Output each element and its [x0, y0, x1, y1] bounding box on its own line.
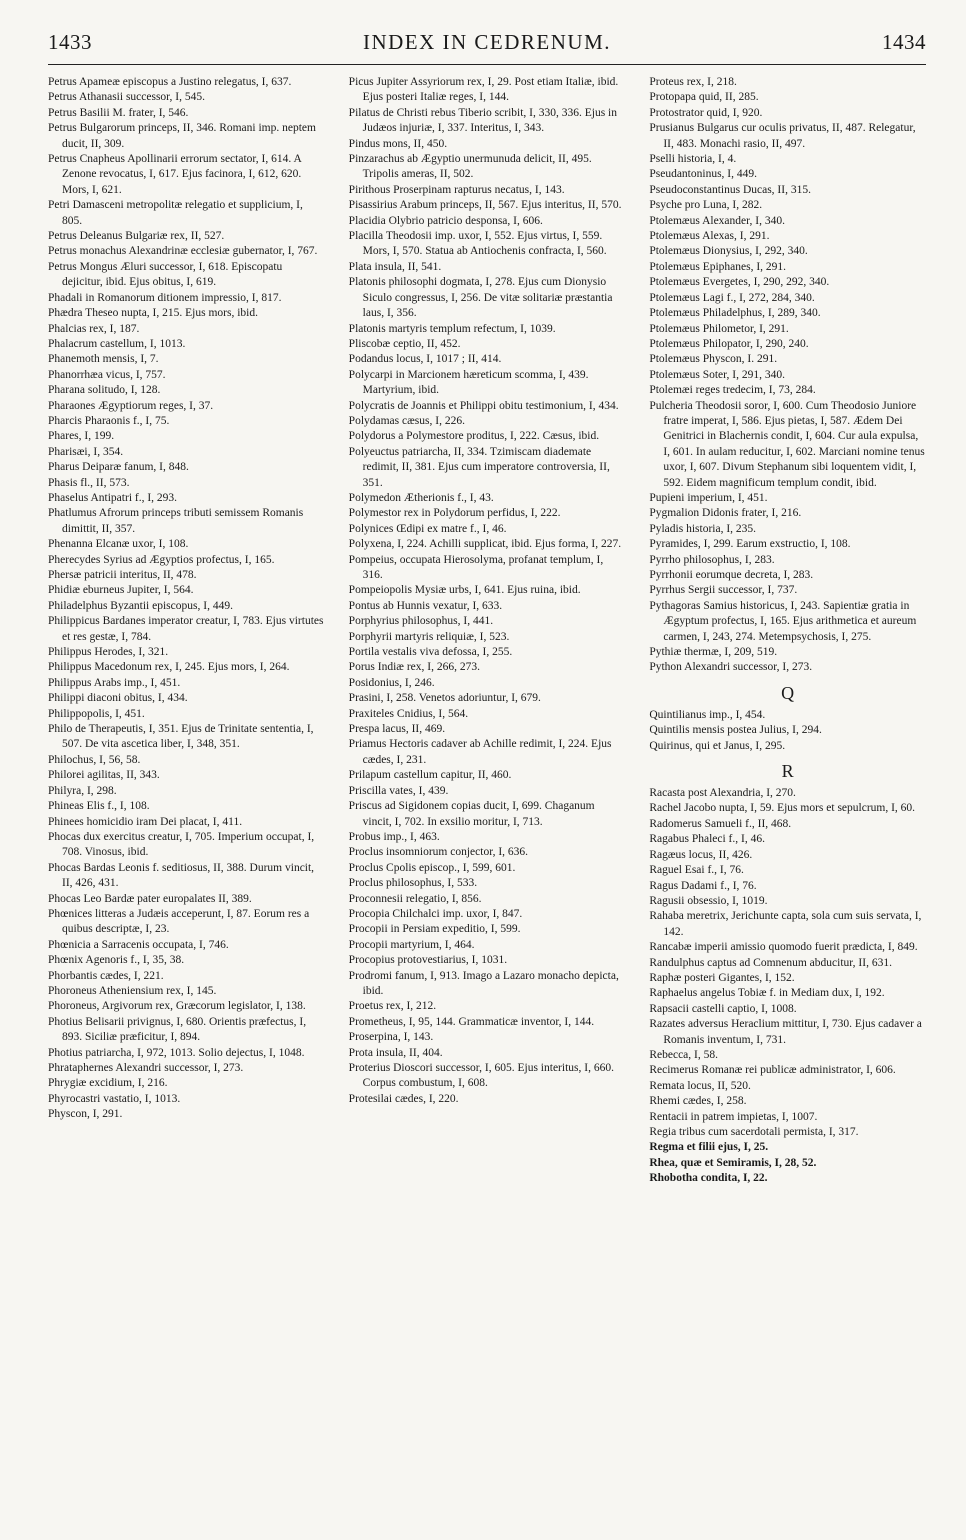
index-entry: Pherecydes Syrius ad Ægyptios profectus, I, 165.	[48, 553, 275, 566]
index-entry: Probus imp., I, 463.	[348, 830, 440, 843]
index-entry: Pyrrhonii eorumque decreta, I, 283.	[649, 569, 814, 581]
index-entry: Phoroneus Atheniensium rex, I, 145.	[48, 984, 217, 997]
index-entry: Plata insula, II, 541.	[348, 260, 442, 273]
index-entry: Pyrrhus Sergii successor, I, 737.	[649, 584, 798, 597]
index-entry: Pilatus de Christi rebus Tiberio scribit, I, 330, 336. Ejus in Judæos injuriæ, I, 337. Interitus, I, 343.	[348, 106, 618, 135]
index-entry: Phocas dux exercitus creatur, I, 705. Imperium occupat, I, 708. Vinosus, ibid.	[48, 830, 315, 859]
index-entry: Ptolemæus Philometor, I, 291.	[649, 322, 789, 335]
index-entry: Protostrator quid, I, 920.	[649, 106, 763, 119]
index-entry: Phaselus Antipatri f., I, 293.	[48, 491, 178, 504]
index-entry: Petri Damasceni metropolitæ relegatio et supplicium, I, 805.	[48, 199, 303, 227]
index-entry: Philadelphus Byzantii episcopus, I, 449.	[48, 599, 233, 612]
index-entry: Psyche pro Luna, I, 282.	[649, 199, 763, 212]
index-entry: Quintilis mensis postea Julius, I, 294.	[649, 724, 822, 737]
index-entry: Petrus Apameæ episcopus a Justino relegatus, I, 637.	[48, 76, 292, 88]
index-entry: Pythagoras Samius historicus, I, 243. Sapientiæ gratia in Ægyptum profectus, I, 165. Ejus arithmetica et aureum carmen, I, 243, 274. Metempsychosis, I, 275.	[649, 599, 917, 643]
index-entry: Petrus Mongus Æluri successor, I, 618. Episcopatu dejicitur, ibid. Ejus obitus, I, 619.	[48, 260, 283, 289]
index-entry: Procopius protovestiarius, I, 1031.	[348, 954, 508, 967]
index-entry: Proclus insomniorum conjector, I, 636.	[348, 846, 529, 859]
index-entry: Pirithous Proserpinam rapturus necatus, I, 143.	[348, 183, 565, 196]
index-entry: Racasta post Alexandria, I, 270.	[649, 787, 796, 800]
index-entry: Porphyrius philosophus, I, 441.	[348, 615, 494, 628]
index-entry: Protopapa quid, II, 285.	[649, 91, 759, 104]
index-entry: Ragusii obsessio, I, 1019.	[649, 894, 768, 907]
index-entry: Phineas Elis f., I, 108.	[48, 800, 150, 813]
index-entry: Phœnicia a Sarracenis occupata, I, 746.	[48, 938, 229, 951]
index-entry: Pseudantoninus, I, 449.	[649, 168, 757, 181]
index-entry: Pyramides, I, 299. Earum exstructio, I, 108.	[649, 538, 851, 551]
index-entry: Pharcis Pharaonis f., I, 75.	[48, 414, 170, 427]
index-entry: Phrataphernes Alexandri successor, I, 273.	[48, 1062, 244, 1074]
index-entry: Pontus ab Hunnis vexatur, I, 633.	[348, 599, 503, 612]
index-entry: Proclus philosophus, I, 533.	[348, 877, 478, 890]
index-entry: Pharisæi, I, 354.	[48, 445, 124, 458]
index-entry: Procopii in Persiam expeditio, I, 599.	[348, 923, 521, 936]
index-entry: Pselli historia, I, 4.	[649, 153, 737, 166]
index-entry: Philippopolis, I, 451.	[48, 707, 145, 720]
index-entry: Proclus Cpolis episcop., I, 599, 601.	[348, 861, 516, 874]
index-entry: Pharus Deiparæ fanum, I, 848.	[48, 461, 189, 474]
index-entry: Ptolemæus Lagi f., I, 272, 284, 340.	[649, 291, 815, 304]
section-letter-q: Q	[781, 682, 795, 703]
index-entry: Quintilianus imp., I, 454.	[649, 708, 766, 721]
section-letter-r: R	[781, 761, 794, 782]
index-block-r-bold	[649, 1140, 926, 1186]
index-column-right	[649, 75, 926, 1187]
index-entry: Posidonius, I, 246.	[348, 676, 435, 689]
index-entry: Pharaones Ægyptiorum reges, I, 37.	[48, 399, 214, 412]
index-entry: Proconnesii relegatio, I, 856.	[348, 892, 482, 905]
index-entry: Philyra, I, 298.	[48, 784, 117, 797]
index-entry: Ragæus locus, II, 426.	[649, 848, 753, 861]
index-entry: Platonis martyris templum refectum, I, 1039.	[348, 322, 556, 335]
index-entry: Philochus, I, 56, 58.	[48, 753, 141, 766]
index-entry: Petrus monachus Alexandrinæ ecclesiæ gubernator, I, 767.	[48, 245, 318, 258]
index-entry: Phorbantis cædes, I, 221.	[48, 969, 164, 982]
index-entry: Ptolemæus Dionysius, I, 292, 340.	[649, 245, 808, 258]
index-entry: Prasini, I, 258. Venetos adoriuntur, I, 679.	[348, 692, 541, 705]
index-entry: Phidiæ eburneus Jupiter, I, 564.	[48, 584, 194, 597]
index-entry: Photius Belisarii privignus, I, 680. Orientis præfectus, I, 893. Siciliæ præficitur, I, 894.	[48, 1015, 307, 1044]
index-entry: Proserpina, I, 143.	[348, 1031, 434, 1044]
index-entry: Pharana solitudo, I, 128.	[48, 384, 161, 397]
index-entry: Pygmalion Didonis frater, I, 216.	[649, 507, 802, 520]
index-entry: Praxiteles Cnidius, I, 564.	[348, 707, 469, 720]
page-number-right: 1434	[881, 30, 926, 54]
index-entry: Priamus Hectoris cadaver ab Achille redimit, I, 224. Ejus cædes, I, 231.	[348, 738, 612, 766]
index-entry: Priscilla vates, I, 439.	[348, 784, 449, 797]
index-entry: Phares, I, 199.	[48, 430, 115, 443]
index-entry: Ptolemæus Physcon, I. 291.	[649, 353, 778, 366]
index-entry: Ptolemæus Philopator, I, 290, 240.	[649, 337, 809, 350]
index-entry: Rhea, quæ et Semiramis, I, 28, 52.	[649, 1156, 817, 1169]
index-block-p	[649, 75, 926, 676]
index-entry: Regia tribus cum sacerdotali permista, I, 317.	[649, 1126, 859, 1138]
index-entry: Rentacii in patrem impietas, I, 1007.	[649, 1110, 818, 1123]
index-entry: Polycarpi in Marcionem hæreticum scomma, I, 439. Martyrium, ibid.	[348, 368, 589, 397]
index-column-middle	[349, 75, 626, 1187]
index-entry: Rapsacii castelli captio, I, 1008.	[649, 1002, 797, 1015]
index-entry: Philippicus Bardanes imperator creatur, I, 783. Ejus virtutes et res gestæ, I, 784.	[48, 615, 324, 643]
index-entry: Phinees homicidio iram Dei placat, I, 411.	[48, 815, 243, 828]
index-entry: Pulcheria Theodosii soror, I, 600. Cum Theodosio Juniore fratre imperat, I, 586. Ejus pietas, I, 587. Ædem Dei Genitrici in Blachernis condit, I, 604. Cur aula expulsa, I, 601. In aulam reducitur, I, 602. Marciani nomine tenus uxor, I, 607. Divum Stephanum sibi loquentem vidit, I, 592. Eidem magnificum templum condit, ibid.	[649, 399, 925, 489]
index-entry: Recimerus Romanæ rei publicæ administrator, I, 606.	[649, 1064, 896, 1077]
index-entry: Ptolemæus Evergetes, I, 290, 292, 340.	[649, 276, 830, 289]
index-entry: Philo de Therapeutis, I, 351. Ejus de Trinitate sententia, I, 507. De vita ascetica liber, I, 348, 351.	[48, 723, 314, 751]
running-title: INDEX IN CEDRENUM.	[362, 30, 612, 54]
index-entry: Pompeiopolis Mysiæ urbs, I, 641. Ejus ruina, ibid.	[348, 584, 581, 597]
index-entry: Phœnices litteras a Judæis acceperunt, I, 87. Eorum res a quibus descriptæ, I, 23.	[48, 907, 310, 936]
index-entry: Polymedon Ætherionis f., I, 43.	[348, 491, 494, 504]
index-entry: Photius patriarcha, I, 972, 1013. Solio dejectus, I, 1048.	[48, 1046, 305, 1059]
index-entry: Proterius Dioscori successor, I, 605. Ejus interitus, I, 660. Corpus combustum, I, 608.	[348, 1062, 614, 1090]
index-entry: Polycratis de Joannis et Philippi obitu testimonium, I, 434.	[348, 399, 619, 412]
index-entry: Pindus mons, II, 450.	[348, 137, 448, 150]
index-entry: Podandus locus, I, 1017 ; II, 414.	[348, 353, 502, 366]
page-header	[48, 30, 926, 60]
index-entry: Prilapum castellum capitur, II, 460.	[348, 769, 512, 782]
index-entry: Petrus Athanasii successor, I, 545.	[48, 91, 206, 104]
index-entry: Phocas Leo Bardæ pater europalates II, 389.	[48, 892, 252, 905]
index-entry: Protesilai cædes, I, 220.	[348, 1092, 459, 1105]
index-entry: Proetus rex, I, 212.	[348, 1000, 437, 1013]
page-number-left: 1433	[48, 30, 92, 54]
index-entry: Python Alexandri successor, I, 273.	[649, 661, 813, 674]
index-entry: Phyrocastri vastatio, I, 1013.	[48, 1092, 181, 1105]
index-entry: Phanemoth mensis, I, 7.	[48, 353, 159, 366]
index-entry: Petrus Bulgarorum princeps, II, 346. Romani imp. neptem ducit, II, 309.	[48, 122, 316, 150]
index-entry: Phasis fl., II, 573.	[48, 476, 130, 489]
index-entry: Rahaba meretrix, Jerichunte capta, sola cum suis servata, I, 142.	[649, 910, 922, 938]
index-entry: Ptolemæus Alexander, I, 340.	[649, 214, 785, 227]
index-entry: Proteus rex, I, 218.	[649, 76, 737, 88]
index-entry: Phersæ patricii interitus, II, 478.	[48, 569, 197, 581]
index-entry: Porphyrii martyris reliquiæ, I, 523.	[348, 630, 510, 643]
index-entry: Raphaelus angelus Tobiæ f. in Mediam dux, I, 192.	[649, 987, 885, 1000]
index-entry: Polynices Œdipi ex matre f., I, 46.	[348, 522, 507, 535]
index-entry: Quirinus, qui et Janus, I, 295.	[649, 739, 786, 752]
index-entry: Ptolemæus Philadelphus, I, 289, 340.	[649, 307, 821, 320]
index-entry: Phædra Theseo nupta, I, 215. Ejus mors, ibid.	[48, 307, 258, 320]
index-entry: Polymestor rex in Polydorum perfidus, I, 222.	[348, 507, 561, 520]
index-entry: Phalcias rex, I, 187.	[48, 322, 140, 335]
index-entry: Pythiæ thermæ, I, 209, 519.	[649, 646, 778, 659]
index-entry: Razates adversus Heraclium mittitur, I, 730. Ejus cadaver a Romanis inventum, I, 731.	[649, 1018, 922, 1046]
index-entry: Prusianus Bulgarus cur oculis privatus, II, 487. Relegatur, II, 483. Monachi rasio, II, 497.	[649, 122, 916, 150]
index-entry: Prota insula, II, 404.	[348, 1046, 443, 1059]
index-entry: Phadali in Romanorum ditionem impressio, I, 817.	[48, 291, 282, 304]
index-entry: Placidia Olybrio patricio desponsa, I, 606.	[348, 214, 543, 227]
index-entry: Ragus Dadami f., I, 76.	[649, 879, 757, 892]
index-entry: Pyladis historia, I, 235.	[649, 522, 757, 535]
index-entry: Raguel Esai f., I, 76.	[649, 864, 744, 877]
index-entry: Prometheus, I, 95, 144. Grammaticæ inventor, I, 144.	[348, 1015, 595, 1028]
index-entry: Phœnix Agenoris f., I, 35, 38.	[48, 954, 185, 967]
index-entry: Placilla Theodosii imp. uxor, I, 552. Ejus virtus, I, 559. Mors, I, 570. Statua ab Antiochenis confracta, I, 560.	[348, 230, 607, 258]
index-entry: Philippus Herodes, I, 321.	[48, 646, 169, 659]
index-entry: Pisassirius Arabum princeps, II, 567. Ejus interitus, II, 570.	[348, 199, 622, 212]
index-entry: Ptolemæus Soter, I, 291, 340.	[649, 368, 785, 381]
index-entry: Philorei agilitas, II, 343.	[48, 769, 160, 782]
index-entry: Portila vestalis viva defossa, I, 255.	[348, 646, 513, 659]
index-entry: Petrus Deleanus Bulgariæ rex, II, 527.	[48, 230, 225, 243]
index-entry: Pliscobæ ceptio, II, 452.	[348, 337, 461, 350]
index-entry: Phoroneus, Argivorum rex, Græcorum legislator, I, 138.	[48, 1000, 306, 1013]
index-column-left	[48, 75, 325, 1187]
index-entry: Prespa lacus, II, 469.	[348, 723, 446, 736]
index-entry: Remata locus, II, 520.	[649, 1079, 751, 1092]
index-entry: Phocas Bardas Leonis f. seditiosus, II, 388. Durum vincit, II, 426, 431.	[48, 861, 315, 890]
index-entry: Rebecca, I, 58.	[649, 1048, 718, 1061]
index-entry: Rhemi cædes, I, 258.	[649, 1095, 747, 1108]
index-entry: Ptolemæus Alexas, I, 291.	[649, 230, 770, 243]
index-entry: Randulphus captus ad Comnenum abducitur, II, 631.	[649, 956, 892, 969]
index-entry: Phalacrum castellum, I, 1013.	[48, 337, 186, 350]
index-entry: Ptolemæi reges tredecim, I, 73, 284.	[649, 384, 816, 397]
index-entry: Ragabus Phaleci f., I, 46.	[649, 833, 765, 846]
index-entry: Priscus ad Sigidonem copias ducit, I, 699. Chaganum vincit, I, 702. In exsilio moritur, I, 713.	[348, 800, 595, 828]
index-entry: Physcon, I, 291.	[48, 1108, 123, 1121]
index-columns	[48, 75, 926, 1187]
index-entry: Polyxena, I, 224. Achilli supplicat, ibid. Ejus forma, I, 227.	[348, 538, 622, 551]
index-entry: Polyeuctus patriarcha, II, 334. Tzimiscam diademate redimit, II, 381. Ejus cum imperatore controversia, II, 351.	[348, 445, 610, 489]
index-entry: Procopii martyrium, I, 464.	[348, 938, 475, 951]
index-entry: Pseudoconstantinus Ducas, II, 315.	[649, 183, 811, 196]
index-entry: Pompeius, occupata Hierosolyma, profanat templum, I, 316.	[348, 553, 604, 581]
index-entry: Pyrrho philosophus, I, 283.	[649, 553, 775, 566]
index-entry: Philippi diaconi obitus, I, 434.	[48, 692, 188, 705]
index-entry: Pinzarachus ab Ægyptio unermunuda delicit, II, 495. Tripolis ameras, II, 502.	[348, 153, 592, 181]
index-entry: Rachel Jacobo nupta, I, 59. Ejus mors et sepulcrum, I, 60.	[649, 802, 916, 815]
index-entry: Radomerus Samueli f., II, 468.	[649, 817, 792, 830]
index-entry: Polydamas cæsus, I, 226.	[348, 414, 465, 427]
index-entry: Porus Indiæ rex, I, 266, 273.	[348, 661, 480, 674]
index-entry: Platonis philosophi dogmata, I, 278. Ejus cum Dionysio Siculo congressus, I, 256. De vitæ solitariæ præstantia laus, I, 356.	[348, 276, 613, 320]
index-entry: Phanorrhæa vicus, I, 757.	[48, 368, 166, 381]
index-entry: Phatlumus Afrorum princeps tributi semissem Romanis dimittit, II, 357.	[48, 507, 304, 535]
index-entry: Rhobotha condita, I, 22.	[649, 1172, 768, 1185]
index-entry: Prodromi fanum, I, 913. Imago a Lazaro monacho depicta, ibid.	[348, 969, 619, 997]
index-entry: Rancabæ imperii amissio quomodo fuerit prædicta, I, 849.	[649, 941, 918, 954]
header-rule	[48, 64, 926, 65]
index-entry: Petrus Cnapheus Apollinarii errorum sectator, I, 614. A Zenone revocatus, I, 617. Ejus facinora, I, 612, 620. Mors, I, 621.	[48, 153, 302, 196]
index-entry: Phenanna Elcanæ uxor, I, 108.	[48, 538, 189, 551]
index-entry: Petrus Basilii M. frater, I, 546.	[48, 106, 189, 119]
index-entry: Raphæ posteri Gigantes, I, 152.	[649, 971, 795, 984]
index-entry: Picus Jupiter Assyriorum rex, I, 29. Post etiam Italiæ, ibid. Ejus posteri Italiæ reges, I, 144.	[348, 76, 619, 104]
index-block-q	[649, 708, 926, 754]
index-entry: Procopia Chilchalci imp. uxor, I, 847.	[348, 907, 523, 920]
index-entry: Phrygiæ excidium, I, 216.	[48, 1077, 168, 1090]
index-entry: Philippus Macedonum rex, I, 245. Ejus mors, I, 264.	[48, 661, 290, 674]
index-entry: Polydorus a Polymestore proditus, I, 222. Cæsus, ibid.	[348, 430, 600, 443]
index-block-r	[649, 786, 926, 1140]
index-entry: Philippus Arabs imp., I, 451.	[48, 676, 181, 689]
index-entry: Regma et filii ejus, I, 25.	[649, 1141, 769, 1154]
index-entry: Pupieni imperium, I, 451.	[649, 491, 768, 504]
index-entry: Ptolemæus Epiphanes, I, 291.	[649, 260, 787, 273]
